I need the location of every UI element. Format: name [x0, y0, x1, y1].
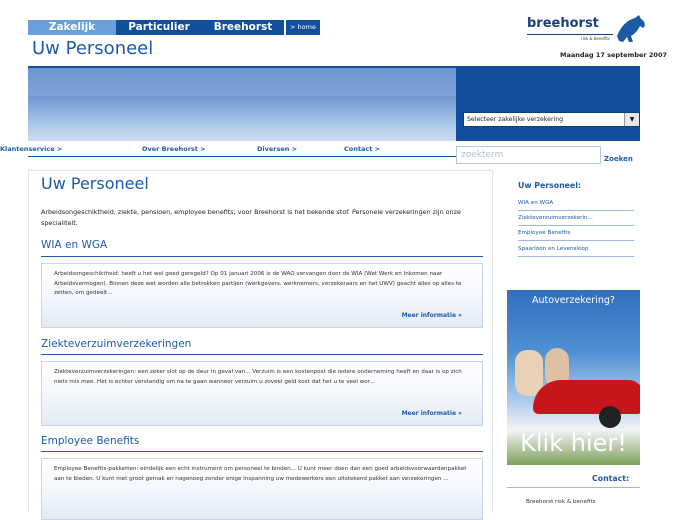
section-divider	[41, 256, 483, 257]
section-text: Arbeidsongeschiktheid: heeft u het wel goed geregeld? Op 01 januari 2006 is de WAO vervangen door de WIA (Wet Werk en Inkomen naar Arbeidsvermogen). Binnen deze wet worden alle betrokken partijen (werkgevers, werknemers, verzekeraars en het UWV) geacht alles op alles te zetten, om gedeelt...	[54, 271, 462, 296]
date-label: Maandag 17 september 2007	[560, 51, 667, 59]
sidebar-item-employee-benefits[interactable]: Employee Benefits	[518, 227, 634, 241]
section-text: Ziekteverzuimverzekeringen: een zeker slot op de deur in geval van... Verzuim is een kostenpost die iedere onderneming heeft en daar is op zich niets mis mee. Het is echter verstandig om na te gaan wanneer verzuim u zoveel geld kost dat het u te veel wor...	[54, 369, 462, 385]
content-title: Uw Personeel	[41, 174, 149, 193]
sidebar-item-wia[interactable]: WIA en WGA	[518, 197, 634, 211]
nav-divider	[28, 156, 456, 157]
more-info-link[interactable]: Meer informatie »	[401, 312, 462, 319]
insurance-select-label: Selecteer zakelijke verzekering	[467, 116, 564, 123]
breadcrumb-home[interactable]: > home	[286, 20, 320, 35]
more-info-link[interactable]: Meer informatie »	[401, 410, 462, 417]
contact-divider	[507, 487, 640, 488]
section-text: Employee Benefits-pakketten: eindelijk een echt instrument om personeel te binden... U kunt meer doen dan een goed arbeidsvoorwaardenpakket aan te bieden. U kunt met groot gemak en nagenoeg zonder enige inspanning uw medewerkers een uitstekend pakket aan verzekeringen ...	[54, 466, 467, 482]
logo[interactable]	[527, 14, 647, 48]
nav-diversen[interactable]: Diversen >	[257, 145, 298, 153]
nav-over-breehorst[interactable]: Over Breehorst >	[142, 145, 206, 153]
nav-klantenservice[interactable]: Klantenservice >	[0, 145, 63, 153]
intro-text: Arbeidsongeschiktheid, ziekte, pensioen, employee benefits; voor Breehorst is het bekende stof. Personele verzekeringen zijn onze specialiteit.	[41, 208, 461, 227]
ad-wheel-image	[599, 406, 621, 428]
page-title: Uw Personeel	[32, 38, 154, 59]
insurance-select[interactable]	[463, 112, 640, 127]
tab-particulier[interactable]: Particulier	[116, 20, 202, 35]
tab-zakelijk[interactable]: Zakelijk	[28, 20, 116, 35]
section-title-employee-benefits[interactable]: Employee Benefits	[41, 435, 140, 447]
triangle-down-icon[interactable]: ▼	[624, 113, 639, 126]
banner-image	[28, 96, 456, 141]
search-button[interactable]: Zoeken	[604, 155, 633, 163]
logo-underline	[527, 34, 613, 35]
contact-text: Breehorst risk & benefits	[526, 499, 596, 505]
ad-car-image	[533, 380, 640, 414]
section-box-employee-benefits	[41, 458, 483, 520]
section-divider	[41, 451, 483, 452]
section-box-wia	[41, 263, 483, 328]
section-box-ziekteverzuim	[41, 361, 483, 426]
contact-title: Contact:	[592, 474, 630, 483]
section-divider	[41, 354, 483, 355]
section-title-ziekteverzuim[interactable]: Ziekteverzuimverzekeringen	[41, 338, 192, 350]
section-title-wia[interactable]: WIA en WGA	[41, 239, 108, 251]
sidebar-item-spaarloon[interactable]: Spaarloon en Levensloop	[518, 243, 634, 257]
horse-logo-icon	[613, 14, 647, 44]
nav-contact[interactable]: Contact >	[344, 145, 381, 153]
ad-cta[interactable]: Klik hier!	[520, 429, 627, 457]
ad-headline: Autoverzekering?	[532, 295, 615, 306]
car-insurance-ad[interactable]	[507, 290, 640, 465]
logo-tagline: risk & benefits	[581, 36, 610, 41]
search-input[interactable]	[456, 146, 601, 164]
logo-text: breehorst	[527, 16, 599, 31]
main-nav	[0, 143, 456, 157]
banner-panel-top	[456, 68, 640, 96]
sidebar-item-ziekteverzuim[interactable]: Ziekteverzuimverzekerin...	[518, 212, 634, 226]
search-placeholder: zoekterm	[461, 150, 504, 160]
tab-breehorst[interactable]: Breehorst	[202, 20, 284, 35]
sidebar-title: Uw Personeel:	[518, 181, 582, 190]
